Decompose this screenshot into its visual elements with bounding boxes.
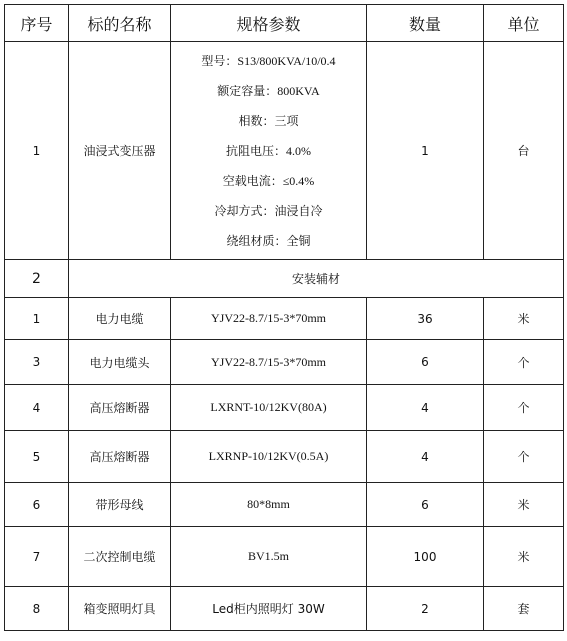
table-row [5, 340, 564, 385]
spec-line-phase: 相数：三项 [238, 113, 299, 128]
row-spec: 80*8mm [171, 483, 367, 527]
header-seq: 序号 [5, 5, 69, 42]
row-name: 高压熔断器 [69, 431, 171, 483]
spec-line-winding: 绕组材质：全铜 [226, 233, 311, 248]
row-name: 电力电缆 [69, 298, 171, 340]
row-name: 电力电缆头 [69, 340, 171, 385]
section-title: 安装辅材 [69, 260, 564, 298]
header-spec: 规格参数 [171, 5, 367, 42]
section-seq: 2 [5, 260, 69, 298]
spec-line-capacity: 额定容量：800KVA [217, 83, 320, 98]
row-seq: 5 [5, 431, 69, 483]
transformer-specs [171, 42, 367, 260]
row-qty: 4 [367, 385, 484, 431]
section-row [5, 260, 564, 298]
row-unit: 个 [484, 340, 564, 385]
header-name: 标的名称 [69, 5, 171, 42]
table-row [5, 385, 564, 431]
row-spec: YJV22-8.7/15-3*70mm [171, 298, 367, 340]
transformer-row [5, 42, 564, 260]
transformer-seq: 1 [5, 42, 69, 260]
row-seq: 4 [5, 385, 69, 431]
row-qty: 6 [367, 483, 484, 527]
table-row [5, 527, 564, 587]
row-spec: LXRNP-10/12KV(0.5A) [171, 431, 367, 483]
row-name: 箱变照明灯具 [69, 587, 171, 631]
row-unit: 套 [484, 587, 564, 631]
spec-line-cooling: 冷却方式：油浸自冷 [214, 203, 323, 218]
spec-line-model: 型号：S13/800KVA/10/0.4 [201, 53, 336, 68]
row-qty: 100 [367, 527, 484, 587]
row-spec: YJV22-8.7/15-3*70mm [171, 340, 367, 385]
header-unit: 单位 [484, 5, 564, 42]
table-row [5, 431, 564, 483]
spec-line-noload-current: 空载电流：≤0.4% [222, 173, 315, 188]
spec-line-impedance: 抗阻电压：4.0% [226, 143, 311, 158]
table-row [5, 587, 564, 631]
row-qty: 6 [367, 340, 484, 385]
row-unit: 米 [484, 298, 564, 340]
row-seq: 7 [5, 527, 69, 587]
row-qty: 2 [367, 587, 484, 631]
row-seq: 3 [5, 340, 69, 385]
header-qty: 数量 [367, 5, 484, 42]
row-qty: 4 [367, 431, 484, 483]
equipment-spec-table [4, 4, 564, 631]
row-seq: 8 [5, 587, 69, 631]
row-unit: 米 [484, 483, 564, 527]
row-name: 带形母线 [69, 483, 171, 527]
row-seq: 1 [5, 298, 69, 340]
row-name: 高压熔断器 [69, 385, 171, 431]
header-row [5, 5, 564, 42]
transformer-name: 油浸式变压器 [69, 42, 171, 260]
transformer-unit: 台 [484, 42, 564, 260]
row-unit: 个 [484, 431, 564, 483]
row-qty: 36 [367, 298, 484, 340]
row-spec: LXRNT-10/12KV(80A) [171, 385, 367, 431]
row-seq: 6 [5, 483, 69, 527]
table-row [5, 483, 564, 527]
table-row [5, 298, 564, 340]
row-unit: 个 [484, 385, 564, 431]
transformer-qty: 1 [367, 42, 484, 260]
row-spec: Led柜内照明灯 30W [171, 587, 367, 631]
row-name: 二次控制电缆 [69, 527, 171, 587]
row-unit: 米 [484, 527, 564, 587]
row-spec: BV1.5m [171, 527, 367, 587]
